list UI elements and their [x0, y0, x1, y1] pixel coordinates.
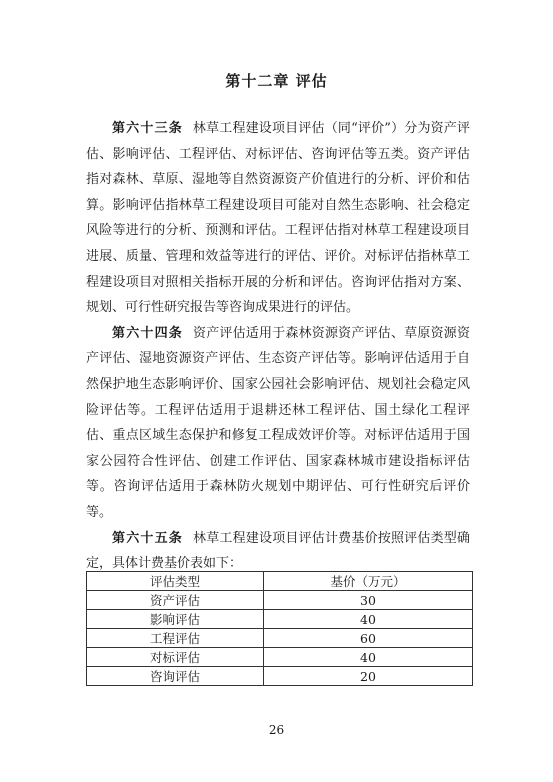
table-header-row — [87, 572, 473, 591]
article-text: 资产评估适用于森林资源资产评估、草原资源资产评估、湿地资源资产评估、生态资产评估等。影响评估适用于自然保护地生态影响评价、国家公园社会影响评估、规划社会稳定风险评估等。工程评估适用于退耕还林工程评估、国土绿化工程评估、重点区域生态保护和修复工程成效评价等。对标评估适用于国家公园符合性评估、创建工作评估、国家森林城市建设指标评估等。咨询评估适用于森林防火规划中期评估、可行性研究后评价等。 — [86, 325, 470, 520]
article-number: 第六十五条 — [112, 530, 183, 546]
article-text: 林草工程建设项目评估（同“评价”）分为资产评估、影响评估、工程评估、对标评估、咨询评估等五类。资产评估指对森林、草原、湿地等自然资源资产价值进行的分析、评价和估算。影响评估指林草工程建设项目可能对自然生态影响、社会稳定风险等进行的分析、预测和评估。工程评估指对林草工程建设项目进展、质量、管理和效益等进行的评估、评价。对标评估指林草工程建设项目对照相关指标开展的分析和评估。咨询评估指对方案、规划、可行性研究报告等咨询成果进行的评估。 — [86, 121, 470, 316]
table-row — [87, 667, 473, 686]
table-row — [87, 648, 473, 667]
article-text: 林草工程建设项目评估计费基价按照评估类型确定，具体计费基价表如下： — [86, 530, 470, 572]
table-row — [87, 629, 473, 648]
column-header-price: 基价（万元） — [264, 572, 473, 591]
table-cell-type: 影响评估 — [87, 610, 264, 629]
column-header-type: 评估类型 — [87, 572, 264, 591]
body-text — [86, 116, 470, 577]
article-63 — [86, 116, 470, 321]
table-cell-price: 40 — [264, 648, 473, 667]
fee-table — [86, 571, 473, 686]
table-cell-type: 工程评估 — [87, 629, 264, 648]
table-row — [87, 591, 473, 610]
table-cell-type: 资产评估 — [87, 591, 264, 610]
table-cell-price: 20 — [264, 667, 473, 686]
table-cell-price: 60 — [264, 629, 473, 648]
table-cell-price: 40 — [264, 610, 473, 629]
article-64 — [86, 321, 470, 526]
table-cell-type: 咨询评估 — [87, 667, 264, 686]
chapter-title: 第十二章 评估 — [225, 72, 328, 90]
article-number: 第六十三条 — [112, 121, 183, 136]
table-row — [87, 610, 473, 629]
page-number: 26 — [268, 723, 285, 737]
table-cell-price: 30 — [264, 591, 473, 610]
article-number: 第六十四条 — [112, 325, 183, 341]
article-65 — [86, 526, 470, 577]
table-cell-type: 对标评估 — [87, 648, 264, 667]
